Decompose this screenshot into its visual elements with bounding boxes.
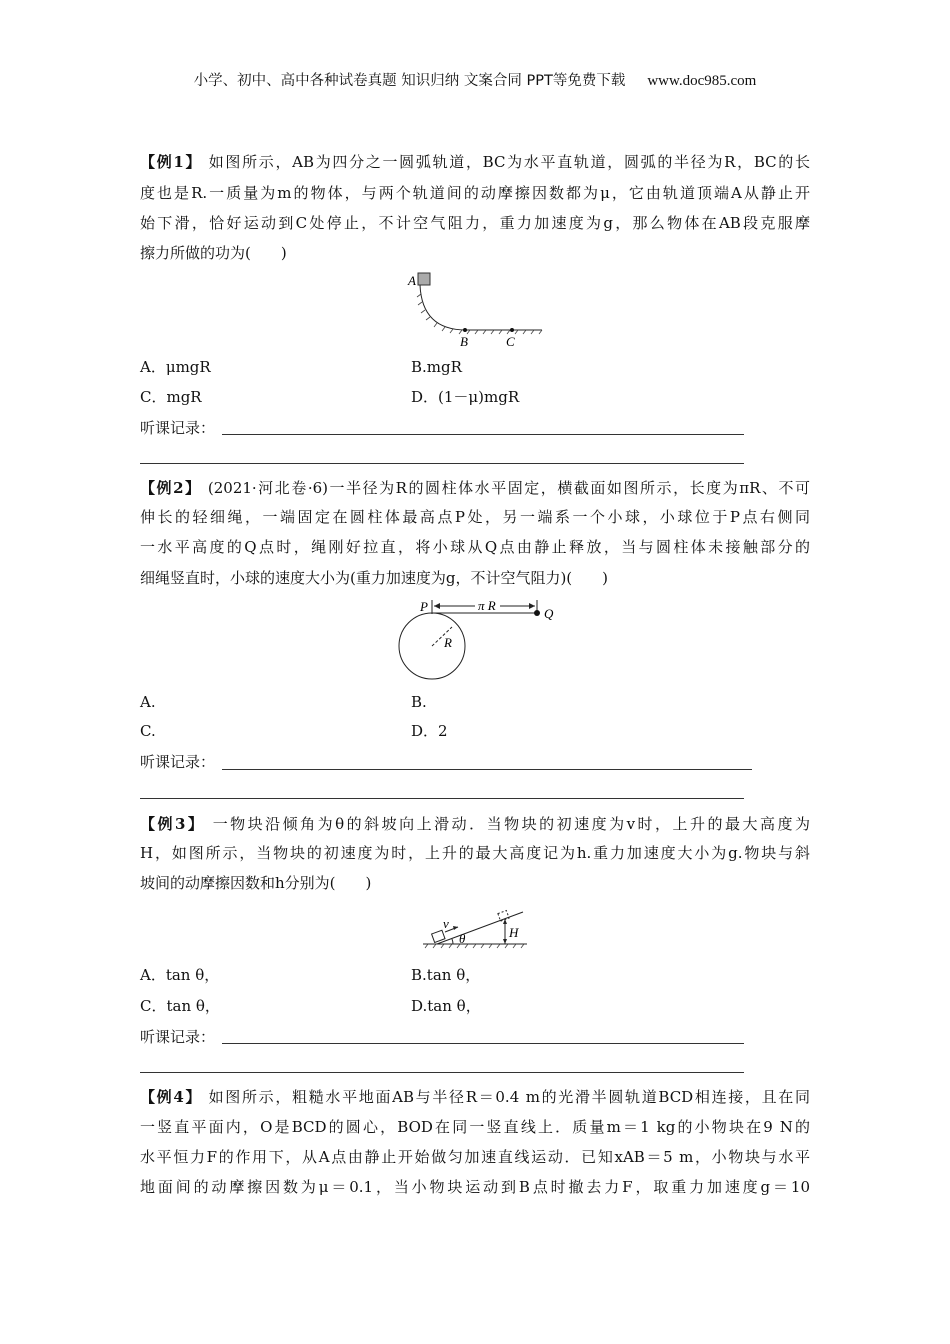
option-b[interactable]: B.mgR — [411, 358, 462, 376]
example-line — [140, 814, 810, 834]
header-url[interactable]: www.doc985.com — [647, 73, 757, 89]
label-v: v — [443, 916, 449, 931]
example-line: 坡间的动摩擦因数和h分别为( ) — [140, 874, 372, 892]
option-b[interactable]: B.tan θ， — [411, 966, 481, 984]
line-text: 如图所示，粗糙水平地面AB与半径R＝0.4 m的光滑半圆轨道BCD相连接，且在同 — [208, 1088, 810, 1106]
option-a[interactable]: A. — [140, 693, 156, 711]
record-label: 听课记录： — [140, 419, 216, 437]
example-line: 始下滑，恰好运动到C处停止，不计空气阻力，重力加速度为g，那么物体在AB段克服摩 — [140, 214, 810, 232]
record-line[interactable] — [222, 1043, 744, 1044]
example-tag: 【例1】 — [140, 153, 203, 171]
example-line: 度也是R.一质量为m的物体，与两个轨道间的动摩擦因数都为μ，它由轨道顶端A从静止开 — [140, 184, 810, 202]
option-a[interactable]: A．μmgR — [140, 358, 211, 376]
example-line: H，如图所示，当物块的初速度为时，上升的最大高度记为h.重力加速度大小为g.物块与斜 — [140, 844, 810, 862]
record-line[interactable] — [140, 463, 744, 464]
example-line — [140, 478, 810, 498]
option-d[interactable]: D.tan θ， — [411, 997, 481, 1015]
example-line: 地面间的动摩擦因数为μ＝0.1，当小物块运动到B点时撤去力F，取重力加速度g＝10 — [140, 1178, 810, 1196]
cylinder-figure — [390, 592, 570, 687]
example-line — [140, 152, 810, 172]
label-a: A — [408, 273, 416, 288]
example-line: 擦力所做的功为( ) — [140, 244, 287, 262]
header-text: 小学、初中、高中各种试卷真题 知识归纳 文案合同 PPT等免费下载 — [193, 73, 626, 89]
line-text: (2021·河北卷·6)一半径为R的圆柱体水平固定，横截面如图所示，长度为πR、不可 — [207, 479, 810, 497]
option-c[interactable]: C．mgR — [140, 388, 202, 406]
record-line[interactable] — [140, 798, 744, 799]
example-line — [140, 1087, 810, 1107]
label-q: Q — [544, 606, 554, 621]
example-line: 一竖直平面内，O是BCD的圆心，BOD在同一竖直线上．质量m＝1 kg的小物块在9 N的 — [140, 1118, 810, 1136]
example-line: 一水平高度的Q点时，绳刚好拉直，将小球从Q点由静止释放，当与圆柱体未接触部分的 — [140, 538, 810, 556]
label-pi-r: π R — [478, 598, 496, 613]
example-tag: 【例3】 — [140, 815, 206, 833]
option-c[interactable]: C. — [140, 722, 156, 740]
record-line[interactable] — [140, 1072, 744, 1073]
example-line: 伸长的轻细绳，一端固定在圆柱体最高点P处，另一端系一个小球，小球位于P点右侧同 — [140, 508, 810, 526]
option-c[interactable]: C．tan θ， — [140, 997, 220, 1015]
label-h: H — [509, 925, 519, 940]
option-d[interactable]: D．2 — [411, 722, 448, 740]
label-b: B — [460, 334, 468, 349]
example-line: 细绳竖直时，小球的速度大小为(重力加速度为g，不计空气阻力)( ) — [140, 569, 609, 587]
label-p: P — [420, 599, 428, 614]
line-text: 如图所示，AB为四分之一圆弧轨道，BC为水平直轨道，圆弧的半径为R，BC的长 — [208, 153, 810, 171]
page-header — [0, 69, 950, 90]
record-line[interactable] — [222, 434, 744, 435]
slope-figure — [415, 902, 535, 952]
line-text: 一物块沿倾角为θ的斜坡向上滑动．当物块的初速度为v时，上升的最大高度为 — [212, 815, 810, 833]
option-d[interactable]: D．(1－μ)mgR — [411, 388, 520, 406]
example-line: 水平恒力F的作用下，从A点由静止开始做匀加速直线运动．已知xAB＝5 m，小物块与水平 — [140, 1148, 810, 1166]
label-c: C — [506, 334, 515, 349]
record-line[interactable] — [222, 769, 752, 770]
record-label: 听课记录： — [140, 1028, 216, 1046]
example-tag: 【例2】 — [140, 479, 202, 497]
example-tag: 【例4】 — [140, 1088, 203, 1106]
option-a[interactable]: A．tan θ， — [140, 966, 220, 984]
record-label: 听课记录： — [140, 753, 216, 771]
arc-track-figure — [400, 266, 550, 352]
label-r: R — [444, 635, 452, 650]
option-b[interactable]: B. — [411, 693, 427, 711]
label-theta: θ — [459, 931, 466, 946]
